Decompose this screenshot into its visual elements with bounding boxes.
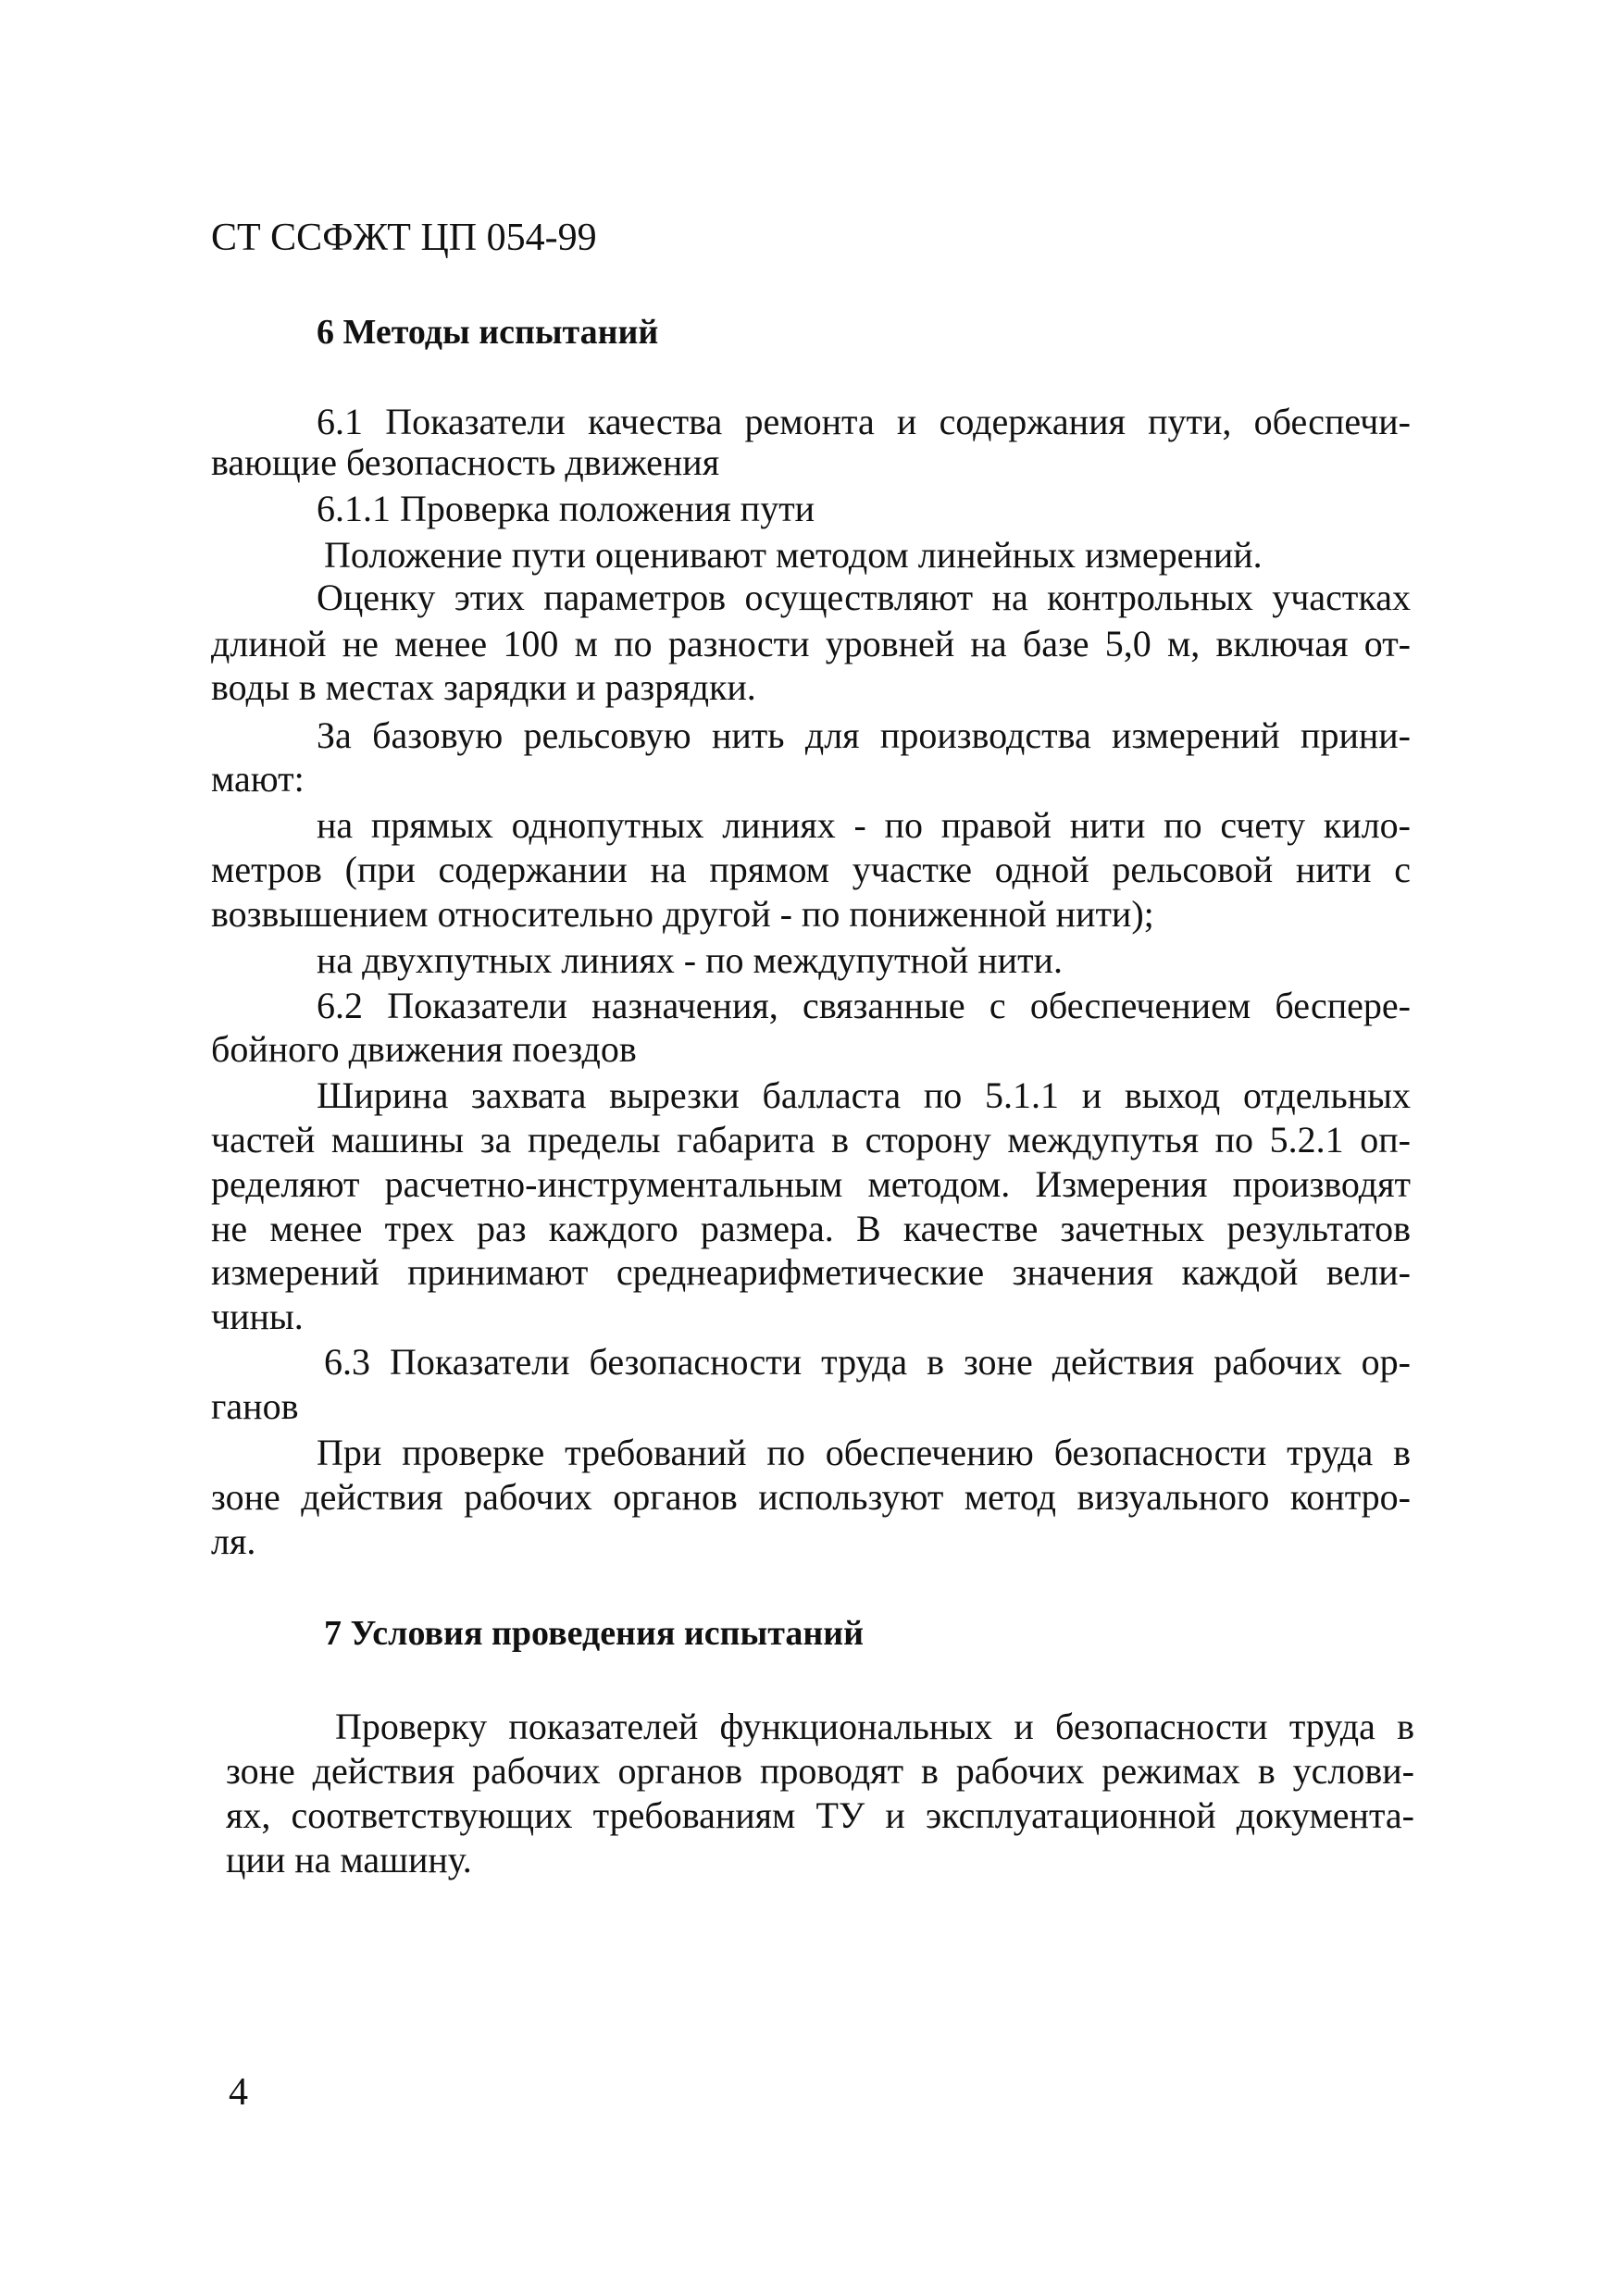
- para-width-line-3: ределяют расчетно-инструментальным методом. Измерения производят: [211, 1163, 1411, 1205]
- para-6-2-line-1: 6.2 Показатели назначения, связанные с обеспечением беспере-: [317, 985, 1411, 1026]
- para-width-line-4: не менее трех раз каждого размера. В качестве зачетных результатов: [211, 1208, 1411, 1249]
- para-6-3-line-2: ганов: [211, 1385, 299, 1427]
- para-6-2-line-2: бойного движения поездов: [211, 1028, 637, 1070]
- para-base-line-2: мают:: [211, 758, 305, 800]
- para-single-track-line-3: возвышением относительно другой - по пониженной нити);: [211, 893, 1154, 935]
- para-6-1-line-2: вающие безопасность движения: [211, 441, 720, 483]
- para-width-line-1: Ширина захвата вырезки балласта по 5.1.1 и выход отдельных: [317, 1074, 1411, 1116]
- para-double-track-line-1: на двухпутных линиях - по междупутной нити.: [317, 939, 1063, 981]
- para-single-track-line-1: на прямых однопутных линиях - по правой нити по счету кило-: [317, 804, 1411, 846]
- para-6-1-line-1: 6.1 Показатели качества ремонта и содержания пути, обеспечи-: [317, 401, 1411, 442]
- section-7-para-line-1: Проверку показателей функциональных и безопасности труда в: [335, 1706, 1414, 1747]
- section-7-para-line-2: зоне действия рабочих органов проводят в рабочих режимах в услови-: [226, 1750, 1414, 1792]
- para-width-line-2: частей машины за пределы габарита в сторону междупутья по 5.2.1 оп-: [211, 1119, 1411, 1160]
- para-6-1-1-text: Положение пути оценивают методом линейных измерений.: [324, 534, 1263, 576]
- page-number: 4: [229, 2071, 248, 2114]
- para-base-line-1: За базовую рельсовую нить для производства измерений прини-: [317, 714, 1411, 756]
- para-check-line-2: зоне действия рабочих органов используют метод визуального контро-: [211, 1476, 1411, 1518]
- section-7-para-line-4: ции на машину.: [226, 1839, 472, 1880]
- section-7-title: 7 Условия проведения испытаний: [324, 1614, 865, 1653]
- document-code: СТ ССФЖТ ЦП 054-99: [211, 217, 597, 259]
- para-check-line-1: При проверке требований по обеспечению безопасности труда в: [317, 1432, 1411, 1473]
- para-assess-line-1: Оценку этих параметров осуществляют на контрольных участках: [317, 577, 1411, 618]
- para-check-line-3: ля.: [211, 1520, 256, 1562]
- para-width-line-6: чины.: [211, 1296, 304, 1337]
- para-6-1-1-heading: 6.1.1 Проверка положения пути: [317, 488, 815, 529]
- section-7-para-line-3: ях, соответствующих требованиям ТУ и эксплуатационной документа-: [226, 1794, 1414, 1836]
- para-6-3-line-1: 6.3 Показатели безопасности труда в зоне действия рабочих ор-: [324, 1341, 1411, 1383]
- para-width-line-5: измерений принимают среднеарифметические значения каждой вели-: [211, 1251, 1411, 1293]
- para-assess-line-2: длиной не менее 100 м по разности уровней на базе 5,0 м, включая от-: [211, 623, 1411, 664]
- para-single-track-line-2: метров (при содержании на прямом участке одной рельсовой нити с: [211, 849, 1411, 890]
- para-assess-line-3: воды в местах зарядки и разрядки.: [211, 666, 756, 708]
- section-6-title: 6 Методы испытаний: [317, 313, 659, 352]
